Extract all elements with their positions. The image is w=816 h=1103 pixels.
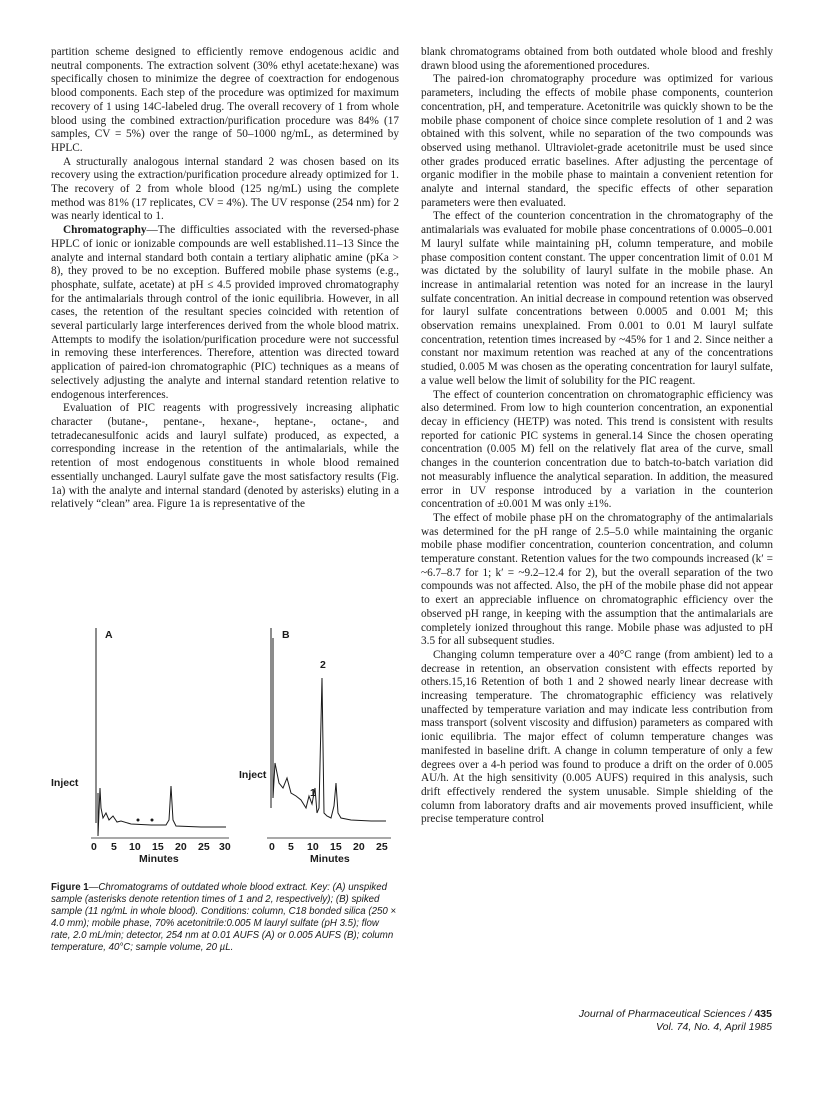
page-footer	[540, 1008, 772, 1034]
paragraph: A structurally analogous internal standard 2 was chosen based on its recovery using the extraction/purification procedure already optimized for 1. The recovery of 2 from whole blood (125 ng/mL) using the complete method was 81% (17 replicates, CV = 4%). The UV response (254 nm) for 2 was nearly identical to 1.	[51, 155, 399, 223]
right-column	[421, 46, 773, 827]
paragraph	[51, 224, 399, 402]
paragraph: The effect of mobile phase pH on the chromatography of the antimalarials was determined for the pH range of 2.5–5.0 while maintaining the organic mobile phase modifier concentration, counterion concentration, and column temperature constant. Retention values for the two compounds increased (k′ = ~6.7–8.7 for 1; k′ = ~9.2–12.4 for 2), but the overall separation of the two compounds was not affected. Also, the pH of the mobile phase did not appear to exert an appreciable influence on chromatographic efficiency over the observed pH range, in keeping with the assumption that the antimalarials are completely ionized throughout this range. Mobile phase was adjusted to pH 3.5 for all subsequent studies.	[421, 511, 773, 648]
paragraph: Evaluation of PIC reagents with progressively increasing aliphatic character (butane-, pentane-, hexane-, heptane-, octane-, and tetradecanesulfonic acids and lauryl sulfate) produced, as expected, a corresponding increase in the retention of the antimalarials, while the retention of most endogenous constituents in whole blood remained essentially unchanged. Lauryl sulfate gave the most satisfactory results (Fig. 1a) with the analyte and internal standard (denoted by asterisks) eluting in a relatively “clean” area. Figure 1a is representative of the	[51, 402, 399, 511]
x-tick: 15	[330, 841, 342, 853]
paragraph-text: —The difficulties associated with the reversed-phase HPLC of ionic or ionizable compounds are well established.11–13 Since the analyte and internal standard both contain a tertiary aliphatic amine (pKa > 8), they proved to be no exception. Buffered mobile phase systems (e.g., phosphate, sulfate, acetate) at pH ≤ 4.5 provided improved chromatography for the antimalarials through control of the ionic equilibria. However, in all cases, the retention of the resultant species coincided with retention of several particularly large interferences derived from the whole blood matrix. Attempts to modify the isolation/purification procedure were not successful in removing these interferences. Therefore, attention was directed toward application of paired-ion chromatographic (PIC) techniques as a means of selectively adjusting the analyte and internal standard retention relative to endogenous interferences.	[51, 224, 399, 401]
x-axis-label-b: Minutes	[310, 853, 350, 865]
inject-label-a: Inject	[51, 777, 79, 789]
asterisk-marker	[151, 819, 154, 822]
inject-label-b: Inject	[239, 769, 267, 781]
x-tick: 15	[152, 841, 164, 853]
x-tick: 10	[129, 841, 141, 853]
asterisk-marker	[137, 819, 140, 822]
x-tick: 25	[376, 841, 388, 853]
panel-b-label: B	[282, 629, 290, 641]
section-heading: Chromatography	[63, 224, 147, 237]
figure-caption	[51, 882, 399, 954]
x-tick: 5	[111, 841, 117, 853]
x-tick: 5	[288, 841, 294, 853]
peak-1-label: 1	[310, 787, 316, 799]
x-tick: 30	[219, 841, 231, 853]
x-ticks-b	[269, 841, 388, 853]
x-tick: 25	[198, 841, 210, 853]
paragraph: The effect of the counterion concentration in the chromatography of the antimalarials was evaluated for mobile phase concentrations of 0.0005–0.001 M lauryl sulfate while maintaining pH, column temperature, and mobile phase composition content constant. The upper concentration limit of 0.01 M was dictated by the solubility of lauryl sulfate in the mobile phase. An increase in antimalarial retention was noted for an increase in the lauryl sulfate concentration. An initial decrease in compound retention was observed for lauryl sulfate concentrations between 0.0005 and 0.001 M; this observation remains unexplained. From 0.001 to 0.01 M lauryl sulfate concentration, retention times increased by ~45% for 1 and 2. Since neither a constant nor maximum retention was reached at any of the concentrations studied, 0.005 M was chosen as the operating concentration for lauryl sulfate, a value well below the limit of solubility for the PIC reagent.	[421, 210, 773, 387]
paragraph: partition scheme designed to efficiently remove endogenous acidic and neutral components. The extraction solvent (30% ethyl acetate:hexane) was specifically chosen to minimize the degree of coextraction for endogenous blood components. Each step of the procedure was optimized for maximum recovery of 1 using 14C-labeled drug. The overall recovery of 1 from whole blood using the combined extraction/purification procedure was 84% (17 samples, CV = 5%) over the range of 50–1000 ng/mL, as determined by HPLC.	[51, 46, 399, 154]
caption-text: —Chromatograms of outdated whole blood extract. Key: (A) unspiked sample (asterisks denote retention times of 1 and 2, respectively); (B) spiked sample (11 ng/mL in whole blood). Conditions: column, C18 bonded silica (250 × 4.0 mm); mobile phase, 70% acetonitrile:0.005 M lauryl sulfate (pH 3.5); flow rate, 2.0 mL/min; detector, 254 nm at 0.01 AUFS (A) or 0.005 AUFS (B); column temperature, 40°C; sample volume, 20 µL.	[51, 882, 397, 953]
left-column	[51, 46, 399, 512]
footer-journal-line: Journal of Pharmaceutical Sciences / 435	[578, 1008, 772, 1020]
figure-1	[51, 608, 399, 870]
x-tick: 20	[353, 841, 365, 853]
paragraph: Changing column temperature over a 40°C range (from ambient) led to a decrease in retention, an observation consistent with effects reported by others.15,16 Retention of both 1 and 2 showed nearly linear decrease with increasing temperature. The chromatographic efficiency was relatively unaffected by temperature variation and may indicate less contribution from mass transport (solvent viscosity and diffusion) parameters as compared with ionic equilibria. The major effect of column temperature changes was manifested in baseline drift. A change in column temperature of only a few degrees over a 4-h period was found to produce a drift on the order of 0.005 AU/h. At the high sensitivity (0.005 AUFS) required in this analysis, such drift effectively rendered the system unusable. Simple shielding of the column from laboratory drafts and air movements proved insufficient, while precise temperature control	[421, 648, 773, 826]
x-tick: 0	[91, 841, 97, 853]
paragraph: blank chromatograms obtained from both outdated whole blood and freshly drawn blood using the aforementioned procedures.	[421, 46, 773, 72]
x-tick: 20	[175, 841, 187, 853]
caption-head: Figure 1	[51, 882, 89, 893]
page-number: 435	[754, 1008, 772, 1020]
x-tick: 10	[307, 841, 319, 853]
peak-2-label: 2	[320, 659, 326, 671]
x-axis-label-a: Minutes	[139, 853, 179, 865]
paragraph: The paired-ion chromatography procedure was optimized for various parameters, including the effects of mobile phase components, counterion concentration, pH, and temperature. Acetonitrile was quickly shown to be the mobile phase component of choice since complete resolution of 1 and 2 was obtained with this solvent, while no separation of the two compounds was observed using methanol. Ultraviolet-grade acetonitrile must be used since other grades produced erratic baselines. After adjusting the percentage of organic modifier in the mobile phase to maintain a convenient retention for analyte and internal standard, the specific effects of other separation parameters were then evaluated.	[421, 73, 773, 209]
x-ticks-a	[91, 841, 231, 853]
trace-a	[96, 628, 226, 836]
panel-a-label: A	[105, 629, 113, 641]
volume-line: Vol. 74, No. 4, April 1985	[656, 1021, 772, 1033]
x-tick: 0	[269, 841, 275, 853]
chromatogram-figure	[51, 608, 399, 870]
trace-b	[271, 628, 386, 821]
journal-name: Journal of Pharmaceutical Sciences	[578, 1008, 746, 1020]
paragraph: The effect of counterion concentration on chromatographic efficiency was also determined. From low to high counterion concentration, an exponential decay in efficiency (HETP) was noted. This trend is consistent with results reported for cationic PIC systems in general.14 Since the chosen operating concentration (0.005 M) fell on the relatively flat area of the curve, small changes in the counterion concentration due to batch-to-batch variation did not measurably influence the analytical separation. In addition, the measured error in UV response introduced by a variation in the counterion concentration of ±0.001 M was only ±1%.	[421, 388, 773, 511]
